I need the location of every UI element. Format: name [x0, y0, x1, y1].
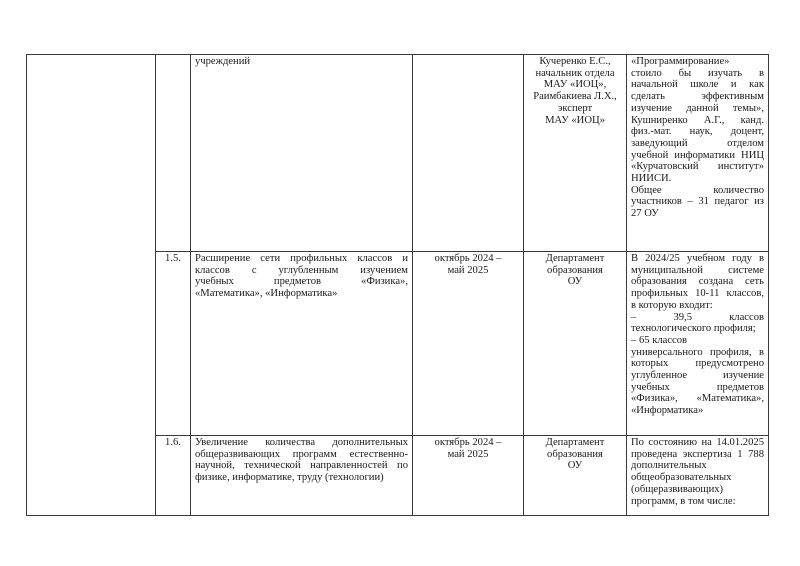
result-line: профильных 10-11 классов,	[631, 288, 764, 300]
responsible-line: Раимбакиева Л.Х.,	[533, 91, 617, 103]
result-line: 27 ОУ	[631, 208, 659, 220]
result-line: «Информатика»	[631, 405, 704, 417]
table-row	[27, 55, 769, 252]
activity-line: физике, информатике, труду (технологии)	[195, 472, 384, 484]
activity-line: Увеличение количества дополнительных	[195, 437, 408, 448]
term-cell	[413, 252, 524, 436]
activity-cell	[191, 55, 413, 252]
result-line: начальной школе и как	[631, 79, 764, 91]
result-line: образования создана сеть	[631, 276, 764, 288]
item-number-cell: 1.6.	[156, 436, 191, 516]
term-line: октябрь 2024 –	[434, 253, 502, 264]
result-cell	[627, 252, 769, 436]
activity-line: «Математика», «Информатика»	[195, 288, 338, 300]
result-line: программ, в том числе:	[631, 495, 736, 507]
term-line: май 2025	[447, 264, 489, 276]
term-cell	[413, 55, 524, 252]
result-cell	[627, 436, 769, 516]
result-line: изучение данной темы»,	[631, 102, 764, 114]
result-line: заведующий отделом	[631, 137, 764, 149]
responsible-line: образования	[547, 448, 603, 460]
responsible-cell	[524, 252, 627, 436]
result-line: «Программирование»	[631, 56, 730, 67]
result-line: углубленное изучение	[631, 370, 764, 382]
result-line: – 39,5 классов	[631, 311, 764, 323]
activity-cell	[191, 436, 413, 516]
result-line: физ.-мат. наук, доцент,	[631, 126, 764, 138]
result-line: общеобразовательных	[631, 472, 732, 484]
result-line: По состоянию на 14.01.2025	[631, 437, 764, 448]
result-line: Общее количество	[631, 184, 764, 196]
activity-line: учебных предметов «Физика»,	[195, 276, 408, 288]
result-line: учебных предметов	[631, 381, 764, 393]
responsible-line: образования	[547, 264, 603, 276]
item-number-cell	[156, 55, 191, 252]
responsible-cell	[524, 55, 627, 252]
result-line: технологического профиля;	[631, 323, 756, 335]
activity-line: Расширение сети профильных классов и	[195, 253, 408, 264]
result-line: (общеразвивающих)	[631, 483, 724, 495]
responsible-line: начальник отдела	[535, 67, 615, 79]
result-line: сделать эффективным	[631, 91, 764, 103]
activity-line: общеразвивающих программ естественно-	[195, 448, 408, 460]
responsible-line: МАУ «ИОЦ»	[545, 114, 605, 126]
result-line: стоило бы изучать в	[631, 67, 764, 79]
activity-text: учреждений	[195, 56, 251, 67]
result-cell	[627, 55, 769, 252]
term-cell	[413, 436, 524, 516]
result-line: участников – 31 педагог из	[631, 196, 764, 208]
term-line: май 2025	[447, 448, 489, 460]
result-line: которых предусмотрено	[631, 358, 764, 370]
responsible-line: ОУ	[567, 276, 583, 288]
result-line: «Физика», «Математика»,	[631, 393, 764, 405]
result-line: муниципальной системе	[631, 264, 764, 276]
term-line: октябрь 2024 –	[434, 437, 502, 448]
responsible-line: Департамент	[545, 437, 605, 448]
result-line: НИИСИ.	[631, 173, 672, 185]
result-line: в которую входит:	[631, 299, 713, 311]
result-line: универсального профиля, в	[631, 346, 764, 358]
result-line: учебной информатики НИЦ	[631, 149, 764, 161]
responsible-line: ОУ	[567, 460, 583, 472]
activity-cell	[191, 252, 413, 436]
result-line: Кушниренко А.Г., канд.	[631, 114, 764, 126]
result-line: дополнительных	[631, 460, 707, 472]
activity-plan-table	[26, 54, 769, 516]
responsible-line: МАУ «ИОЦ»,	[543, 79, 607, 91]
activity-line: классов с углубленным изучением	[195, 264, 408, 276]
responsible-line: Кучеренко Е.С.,	[539, 56, 611, 67]
result-line: «Курчатовский институт»	[631, 161, 764, 173]
responsible-line: эксперт	[557, 102, 593, 114]
result-line: проведена экспертиза 1 788	[631, 448, 764, 460]
section-cell	[27, 55, 156, 516]
result-line: В 2024/25 учебном году в	[631, 253, 764, 264]
responsible-line: Департамент	[545, 253, 605, 264]
activity-line: научной, технической направленностей по	[195, 460, 408, 472]
responsible-cell	[524, 436, 627, 516]
item-number-cell: 1.5.	[156, 252, 191, 436]
result-line: – 65 классов	[631, 334, 688, 346]
